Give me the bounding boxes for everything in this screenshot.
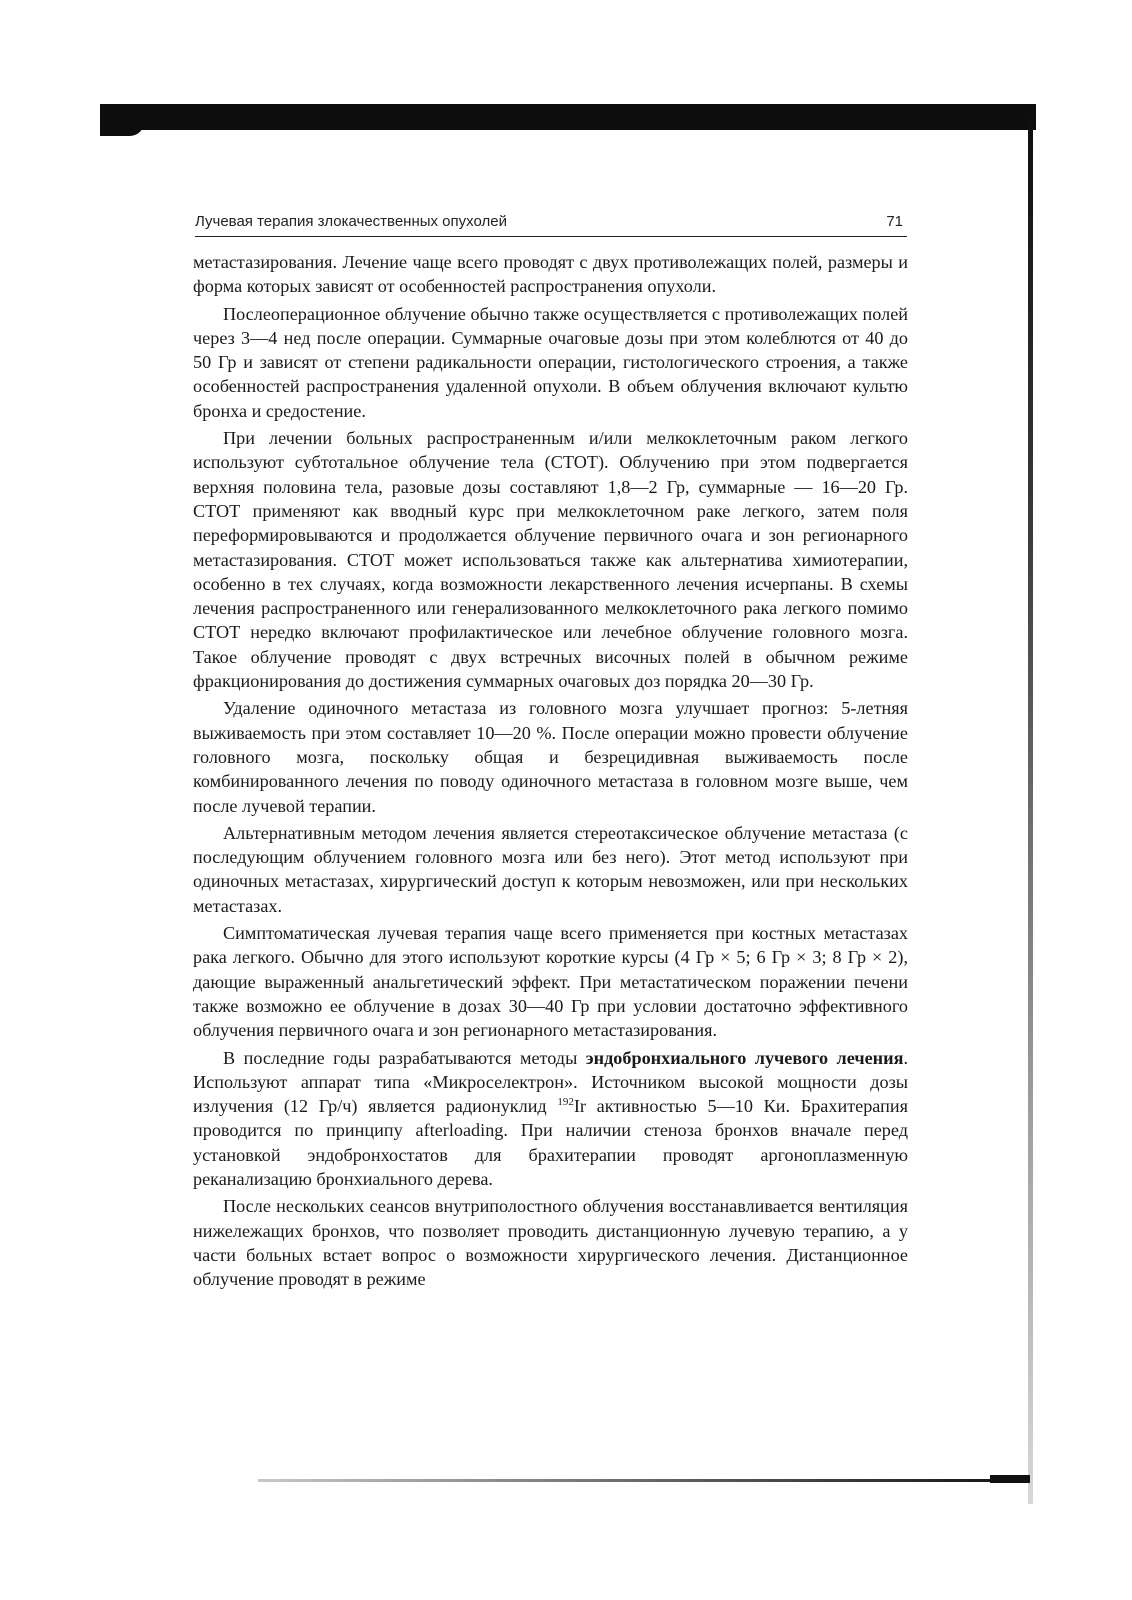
paragraph xyxy=(193,1046,908,1192)
scan-top-notch xyxy=(100,120,144,136)
scan-right-edge xyxy=(1028,104,1033,1504)
paragraph: При лечении больных распространенным и/или мелкоклеточным раком легкого используют субтотальное облучение тела (СТОТ). Облучению при этом подвергается верхняя половина тела, разовые дозы составляют 1,8—2 Гр, суммарные — 16—20 Гр. СТОТ применяют как вводный курс при мелкоклеточном раке легкого, затем поля переформировываются и продолжается облучение первичного очага и зон регионарного метастазирования. СТОТ может использоваться также как альтернатива химиотерапии, особенно в тех случаях, когда возможности лекарственного лечения исчерпаны. В схемы лечения распространенного или генерализованного мелкоклеточного рака легкого помимо СТОТ нередко включают профилактическое или лечебное облучение головного мозга. Такое облучение проводят с двух встречных височных полей в обычном режиме фракционирования до достижения суммарных очаговых доз порядка 20—30 Гр. xyxy=(193,428,908,692)
paragraph: Альтернативным методом лечения является стереотаксическое облучение метастаза (с последующим облучением головного мозга или без него). Этот метод используют при одиночных метастазах, хирургический доступ к которым невозможен, или при нескольких метастазах. xyxy=(193,822,908,916)
page-number: 71 xyxy=(886,213,903,230)
header-title: Лучевая терапия злокачественных опухолей xyxy=(195,213,507,230)
paragraph: После нескольких сеансов внутриполостного облучения восстанавливается вентиляция нижележащих бронхов, что позволяет проводить дистанционную лучевую терапию, а у части больных встает вопрос о возможности хирургического лечения. Дистанционное облучение проводят в режиме xyxy=(193,1196,908,1290)
running-header xyxy=(195,210,907,237)
scan-bottom-line xyxy=(258,1479,1028,1482)
paragraph: метастазирования. Лечение чаще всего проводят с двух противолежащих полей, размеры и форма которых зависят от особенностей распространения опухоли. xyxy=(193,252,908,297)
paragraph: Послеоперационное облучение обычно также осуществляется с противолежащих полей через 3—4 нед после операции. Суммарные очаговые дозы при этом колеблются от 40 до 50 Гр и зависят от степени радикальности операции, гистологического строения, а также особенностей распространения удаленной опухоли. В объем облучения включают культю бронха и средостение. xyxy=(193,303,908,421)
paragraph-text: В последние годы разрабатываются методы xyxy=(223,1047,586,1068)
isotope-superscript: 192 xyxy=(557,1096,574,1109)
paragraph: Симптоматическая лучевая терапия чаще всего применяется при костных метастазах рака легкого. Обычно для этого используют короткие курсы (4 Гр × 5; 6 Гр × 3; 8 Гр × 2), дающие выраженный анальгетический эффект. При метастатическом поражении печени также возможно ее облучение в дозах 30—40 Гр при условии достаточно эффективного облучения первичного очага и зон регионарного метастазирования. xyxy=(193,923,908,1041)
body-text xyxy=(193,250,908,1294)
bold-term: эндобронхиального лучевого лечения xyxy=(585,1047,904,1068)
paragraph-text: Ir активностью 5—10 Ки. Брахитерапия проводится по принципу afterloading. При наличии стеноза бронхов вначале перед установкой эндобронхостатов для брахитерапии проводят аргоноплазменную реканализацию бронхиального дерева. xyxy=(193,1096,908,1189)
paragraph: Удаление одиночного метастаза из головного мозга улучшает прогноз: 5-летняя выживаемость при этом составляет 10—20 %. После операции можно провести облучение головного мозга, поскольку общая и безрецидивная выживаемость после комбинированного лечения по поводу одиночного метастаза в головном мозге выше, чем после лучевой терапии. xyxy=(193,698,908,816)
scan-top-bar xyxy=(100,104,1036,130)
scan-bottom-tip xyxy=(990,1475,1030,1483)
paragraph-text: . Используют аппарат типа «Микроселектрон». Источником высокой мощности дозы излучения (12 Гр/ч) является радионуклид xyxy=(193,1047,909,1117)
